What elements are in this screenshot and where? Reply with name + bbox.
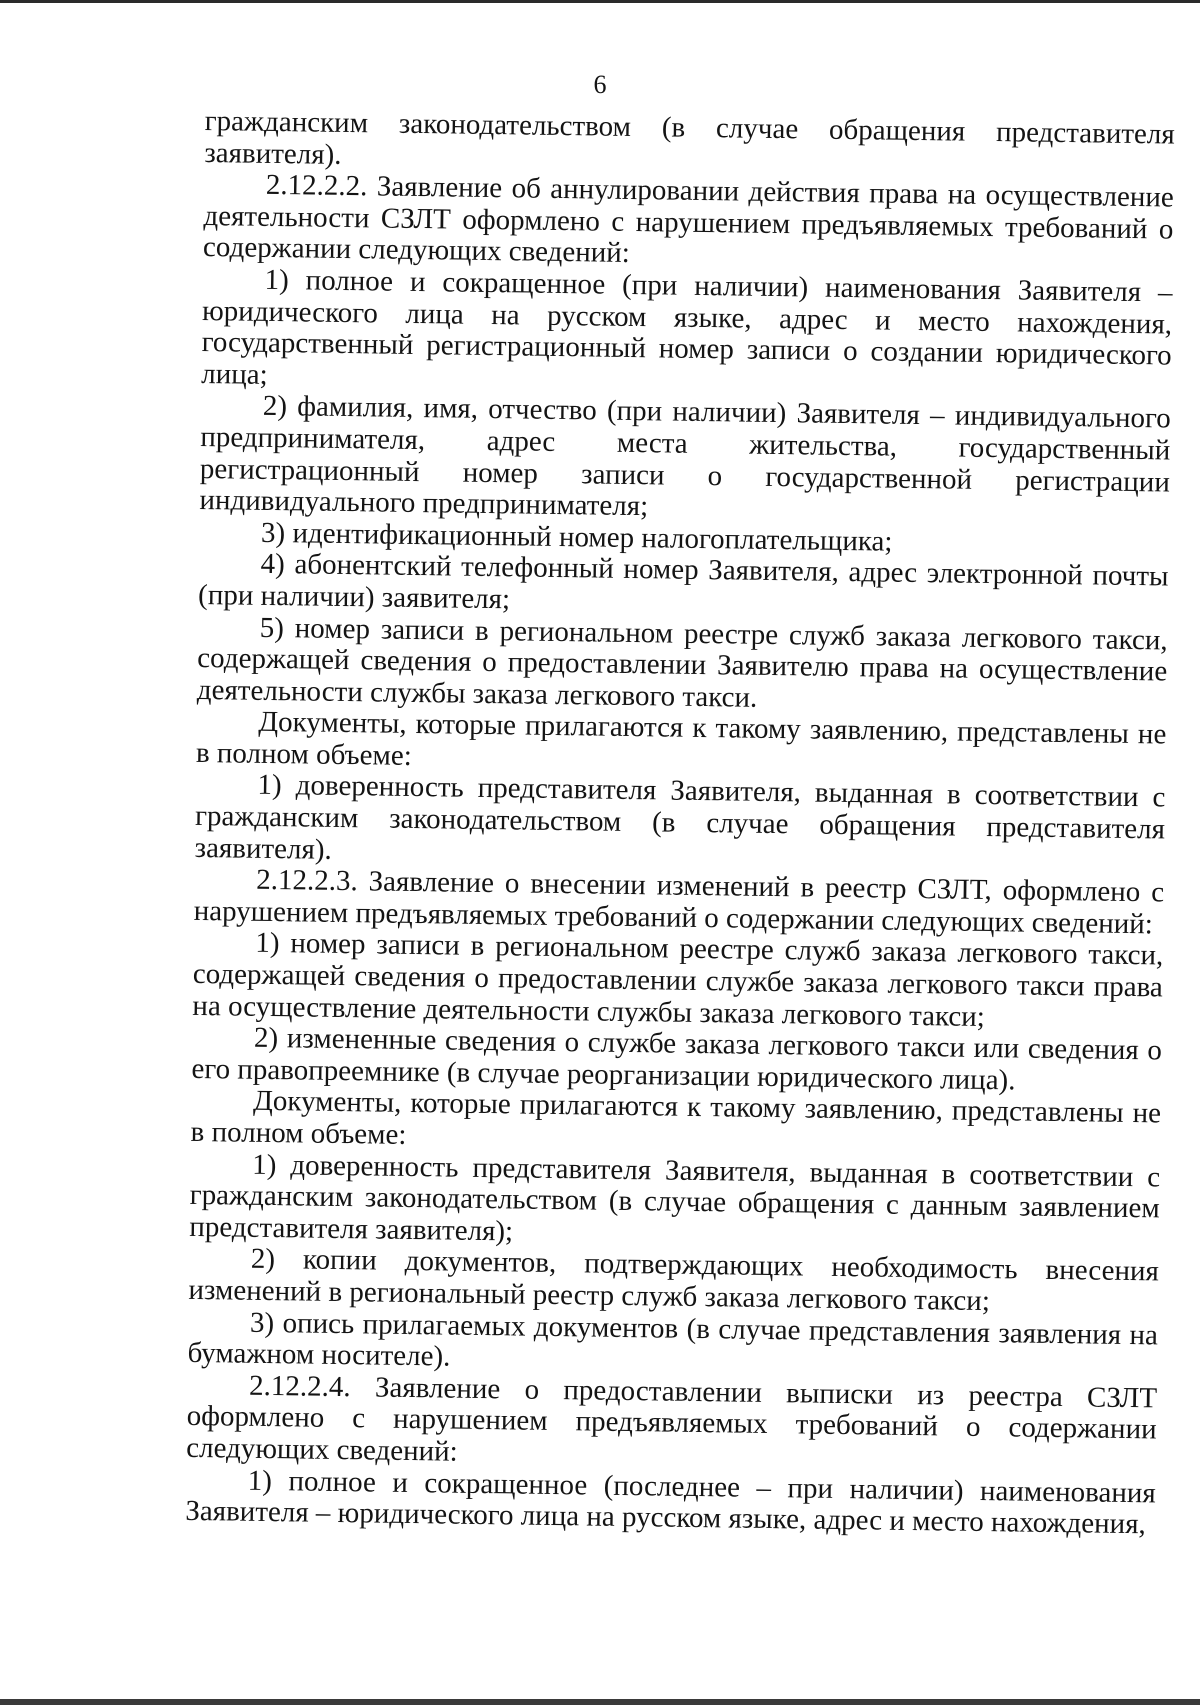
- paragraph-list-item-5: 5) номер записи в региональном реестре служб заказа легкового такси, содержащей сведения о предоставлении Заявителю права на осуществление деятельности службы заказа легкового такси.: [196, 611, 1168, 714]
- paragraph-list-item-2: 2) измененные сведения о службе заказа легкового такси или сведения о его правопреемнике (в случае реорганизации юридического лица).: [191, 1021, 1163, 1097]
- paragraph-continuation: гражданским законодательством (в случае обращения представителя заявителя).: [204, 105, 1175, 171]
- paragraph-documents-item-3: 3) опись прилагаемых документов (в случае представления заявления на бумажном носителе).: [187, 1306, 1159, 1373]
- page-number: 6: [593, 70, 607, 99]
- paragraph-list-item-1: 1) полное и сокращенное (при наличии) наименования Заявителя – юридического лица на русском языке, адрес и место нахождения, государственный регистрационный номер записи о создании юридического лица;: [201, 263, 1173, 391]
- scan-edge-top: [0, 0, 1200, 3]
- paragraph-list-item-1: 1) полное и сокращенное (последнее – при наличии) наименования Заявителя – юридического лица на русском языке, адрес и место нахождения,: [185, 1464, 1156, 1541]
- paragraph-section-2-12-2-4: 2.12.2.4. Заявление о предоставлении выписки из реестра СЗЛТ оформлено с нарушением предъявляемых требований о содержании следующих сведений:: [186, 1369, 1158, 1468]
- paragraph-list-item-2: 2) фамилия, имя, отчество (при наличии) Заявителя – индивидуального предпринимателя, адрес места жительства, государственный регистрационный номер записи о государственной регистрации индивидуального предпринимателя;: [199, 390, 1171, 523]
- paragraph-documents-intro: Документы, которые прилагаются к такому заявлению, представлены не в полном объеме:: [190, 1085, 1162, 1151]
- paragraph-documents-item-1: 1) доверенность представителя Заявителя, выданная в соответствии с гражданским законодательством (в случае обращения с данным заявлением представителя заявителя);: [189, 1148, 1161, 1248]
- paragraph-documents-intro: Документы, которые прилагаются к такому заявлению, представлены не в полном объеме:: [195, 706, 1167, 772]
- document-body: [185, 106, 1175, 1541]
- paragraph-list-item-3: 3) идентификационный номер налогоплательщика;: [260, 516, 893, 558]
- paragraph-documents-item-2: 2) копии документов, подтверждающих необходимость внесения изменений в региональный реестр служб заказа легкового такси;: [188, 1243, 1160, 1318]
- paragraph-section-2-12-2-3: 2.12.2.3. Заявление о внесении изменений в реестр СЗЛТ, оформлено с нарушением предъявляемых требований о содержании следующих сведений:: [193, 864, 1165, 941]
- paragraph-list-item-1: 1) номер записи в региональном реестре служб заказа легкового такси, содержащей сведения о предоставлении службе заказа легкового такси права на осуществление деятельности службы заказа легкового такси;: [192, 927, 1164, 1033]
- scan-edge-bottom: [0, 1699, 1200, 1705]
- paragraph-list-item-4: 4) абонентский телефонный номер Заявителя, адрес электронной почты (при наличии) заявителя;: [197, 548, 1169, 616]
- paragraph-documents-item-1: 1) доверенность представителя Заявителя, выданная в соответствии с гражданским законодательством (в случае обращения представителя заявителя).: [194, 769, 1166, 866]
- paragraph-section-2-12-2-2: 2.12.2.2. Заявление об аннулировании действия права на осуществление деятельности СЗЛТ оформлено с нарушением предъявляемых требований о содержании следующих сведений:: [202, 169, 1175, 270]
